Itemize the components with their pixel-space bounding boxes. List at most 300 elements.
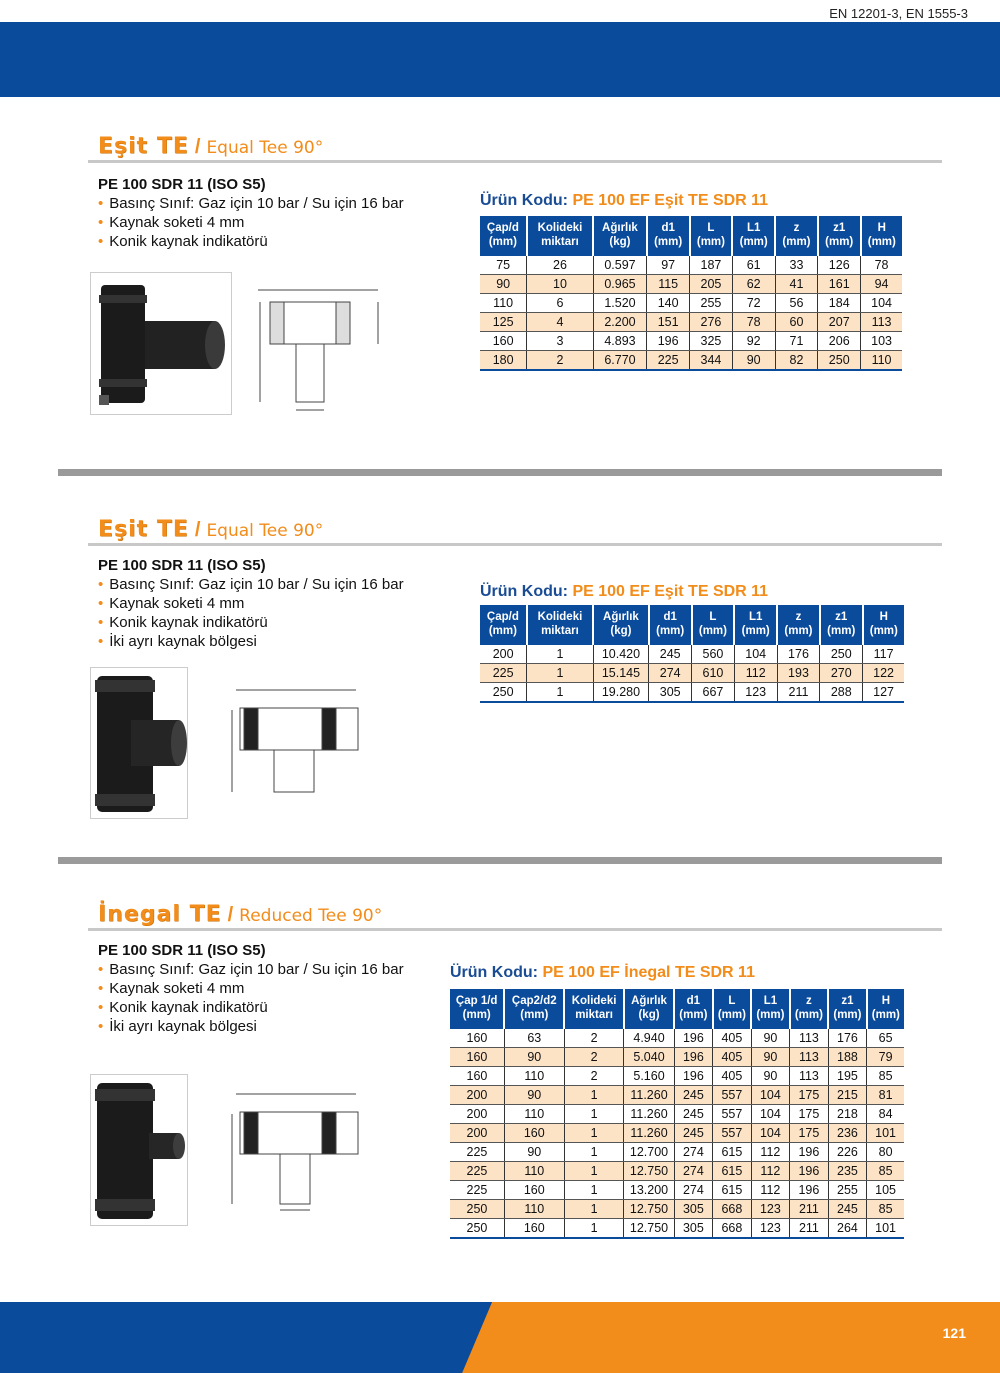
page-number: 121 (942, 1325, 966, 1341)
table-cell: 180 (480, 351, 527, 371)
column-header-line: d1 (686, 995, 701, 1007)
column-header-line: Ağırlık (602, 222, 638, 234)
table-cell: 274 (674, 1162, 713, 1181)
footer-band (0, 1302, 1000, 1373)
table-cell: 104 (751, 1086, 790, 1105)
table-cell: 92 (732, 332, 775, 351)
section-3-rule (88, 928, 942, 931)
spec-bullet: • Konik kaynak indikatörü (98, 998, 404, 1017)
table-header-row (480, 605, 904, 644)
table-cell: 175 (790, 1086, 829, 1105)
table-cell: 101 (867, 1124, 904, 1143)
table-cell: 1 (527, 683, 593, 703)
column-header-line: Kolideki (571, 995, 617, 1007)
table-cell: 160 (450, 1048, 504, 1067)
column-header-line: (mm) (656, 625, 685, 637)
table-cell: 126 (818, 255, 861, 275)
column-header-line: L (707, 222, 715, 234)
table-cell: 13.200 (624, 1181, 674, 1200)
table-cell: 123 (751, 1200, 790, 1219)
table-cell: 90 (504, 1048, 564, 1067)
section-1-rule (88, 160, 942, 163)
table-cell: 11.260 (624, 1105, 674, 1124)
table-cell: 274 (674, 1181, 713, 1200)
column-header (713, 989, 752, 1028)
table-cell: 112 (751, 1181, 790, 1200)
table-cell: 0.965 (593, 275, 647, 294)
section-1-heading (98, 134, 323, 159)
table-cell: 10.420 (593, 644, 649, 664)
column-header-line: (mm) (654, 236, 683, 248)
table-cell: 196 (790, 1143, 829, 1162)
table-cell: 2.200 (593, 313, 647, 332)
table-cell: 110 (504, 1067, 564, 1086)
table-row (450, 1219, 904, 1239)
table-cell: 560 (692, 644, 735, 664)
section-2-specs (98, 556, 404, 651)
section-3-heading (98, 902, 382, 927)
column-header-line: (mm) (462, 1009, 491, 1021)
table-cell: 1 (564, 1124, 624, 1143)
table-cell: 211 (790, 1219, 829, 1239)
table-cell: 557 (713, 1105, 752, 1124)
column-header (527, 216, 593, 255)
table-cell: 1 (564, 1105, 624, 1124)
column-header (564, 989, 624, 1028)
table-cell: 176 (777, 644, 820, 664)
column-header-line: Çap2/d2 (511, 995, 557, 1007)
table-cell: 110 (480, 294, 527, 313)
table-cell: 196 (790, 1162, 829, 1181)
table-cell: 90 (504, 1143, 564, 1162)
table-cell: 0.597 (593, 255, 647, 275)
table-row (480, 351, 902, 371)
column-header-line: (mm) (739, 236, 768, 248)
section-1-title-tr: Eşit TE (98, 134, 189, 159)
table-cell: 1 (564, 1181, 624, 1200)
table-cell: 97 (647, 255, 690, 275)
section-3-product-code (450, 964, 755, 982)
column-header-line: Kolideki (537, 611, 583, 623)
spec-bullet: • Basınç Sınıf: Gaz için 10 bar / Su için 16 bar (98, 194, 404, 213)
table-cell: 110 (504, 1162, 564, 1181)
table-cell: 122 (863, 664, 904, 683)
table-row (450, 1067, 904, 1086)
table-cell: 80 (867, 1143, 904, 1162)
section-1-product-code (480, 192, 768, 210)
table-cell: 90 (480, 275, 527, 294)
table-cell: 33 (775, 255, 818, 275)
table-cell: 205 (690, 275, 733, 294)
table-cell: 305 (674, 1200, 713, 1219)
table-row (450, 1124, 904, 1143)
table-cell: 325 (690, 332, 733, 351)
table-cell: 226 (828, 1143, 867, 1162)
column-header (790, 989, 829, 1028)
table-cell: 90 (732, 351, 775, 371)
table-cell: 117 (863, 644, 904, 664)
table-row (480, 644, 904, 664)
section-3-title-tr: İnegal TE (98, 902, 222, 927)
column-header-line: (mm) (488, 236, 517, 248)
table-cell: 151 (647, 313, 690, 332)
column-header-line: (mm) (867, 236, 896, 248)
table-cell: 113 (790, 1067, 829, 1086)
table-cell: 160 (480, 332, 527, 351)
column-header-line: Çap/d (486, 611, 519, 623)
equal-tee-photo (90, 272, 232, 415)
table-row (450, 1200, 904, 1219)
table-cell: 250 (450, 1200, 504, 1219)
table-cell: 200 (450, 1124, 504, 1143)
section-2-product-code (480, 583, 768, 601)
table-cell: 78 (732, 313, 775, 332)
table-cell: 667 (692, 683, 735, 703)
table-cell: 123 (734, 683, 777, 703)
table-cell: 615 (713, 1143, 752, 1162)
table-cell: 11.260 (624, 1124, 674, 1143)
column-header-line: z1 (841, 995, 854, 1007)
table-cell: 195 (828, 1067, 867, 1086)
table-cell: 175 (790, 1124, 829, 1143)
table-cell: 113 (790, 1028, 829, 1048)
column-header-line: (mm) (756, 1009, 785, 1021)
product-code-value: PE 100 EF Eşit TE SDR 11 (572, 192, 769, 209)
column-header-line: L1 (763, 995, 778, 1007)
table-row (480, 275, 902, 294)
column-header-line: L (709, 611, 717, 623)
table-cell: 104 (751, 1105, 790, 1124)
table-cell: 196 (790, 1181, 829, 1200)
column-header (480, 605, 527, 644)
column-header-line: z (795, 611, 802, 623)
column-header-line: Çap/d (486, 222, 519, 234)
table-cell: 60 (775, 313, 818, 332)
table-cell: 19.280 (593, 683, 649, 703)
column-header-line: z (806, 995, 812, 1007)
table-cell: 245 (649, 644, 692, 664)
table-cell: 207 (818, 313, 861, 332)
table-cell: 211 (790, 1200, 829, 1219)
table-cell: 235 (828, 1162, 867, 1181)
spec-bullet: • Kaynak soketi 4 mm (98, 979, 404, 998)
table-row (480, 255, 902, 275)
table-cell: 196 (674, 1067, 713, 1086)
table-cell: 225 (480, 664, 527, 683)
spec-bullet: • Kaynak soketi 4 mm (98, 213, 404, 232)
column-header (828, 989, 867, 1028)
table-cell: 557 (713, 1124, 752, 1143)
table-cell: 11.260 (624, 1086, 674, 1105)
table-cell: 90 (751, 1028, 790, 1048)
table-cell: 225 (450, 1162, 504, 1181)
column-header-line: (kg) (638, 1009, 660, 1021)
table-cell: 12.750 (624, 1162, 674, 1181)
table-row (480, 664, 904, 683)
table-cell: 12.750 (624, 1219, 674, 1239)
column-header-line: (kg) (610, 625, 632, 637)
section-1-slash: / (194, 136, 201, 158)
column-header-line: H (877, 222, 886, 234)
table-cell: 176 (828, 1028, 867, 1048)
column-header-line: (mm) (679, 1009, 708, 1021)
column-header (734, 605, 777, 644)
column-header-line: (kg) (609, 236, 631, 248)
table-cell: 5.040 (624, 1048, 674, 1067)
table-cell: 264 (828, 1219, 867, 1239)
table-cell: 62 (732, 275, 775, 294)
table-cell: 1 (527, 644, 593, 664)
table-cell: 90 (751, 1048, 790, 1067)
spec-title: PE 100 SDR 11 (ISO S5) (98, 176, 266, 193)
table-cell: 225 (450, 1181, 504, 1200)
section-separator (58, 857, 942, 864)
column-header-line: (mm) (833, 1009, 862, 1021)
table-cell: 196 (674, 1048, 713, 1067)
table-cell: 6.770 (593, 351, 647, 371)
table-cell: 4.893 (593, 332, 647, 351)
table-cell: 115 (647, 275, 690, 294)
column-header-line: miktarı (541, 236, 579, 248)
product-code-label: Ürün Kodu: (480, 192, 568, 209)
column-header-line: z (793, 222, 800, 234)
table-cell: 78 (861, 255, 902, 275)
table-cell: 85 (867, 1162, 904, 1181)
table-cell: 112 (751, 1143, 790, 1162)
column-header-line: z1 (833, 222, 846, 234)
table-row (450, 1105, 904, 1124)
section-separator (58, 469, 942, 476)
table-row (450, 1162, 904, 1181)
column-header-line: (mm) (869, 625, 898, 637)
column-header-line: (mm) (784, 625, 813, 637)
table-cell: 12.700 (624, 1143, 674, 1162)
table-cell: 72 (732, 294, 775, 313)
equal-tee-large-photo (90, 667, 188, 819)
table-cell: 1 (564, 1143, 624, 1162)
table-cell: 15.145 (593, 664, 649, 683)
table-cell: 63 (504, 1028, 564, 1048)
column-header (690, 216, 733, 255)
equal-tee-drawing (248, 272, 393, 417)
column-header (818, 216, 861, 255)
table-cell: 160 (504, 1219, 564, 1239)
table-cell: 1 (564, 1200, 624, 1219)
table-cell: 250 (480, 683, 527, 703)
table-cell: 305 (674, 1219, 713, 1239)
section-3-slash: / (227, 904, 234, 926)
column-header (649, 605, 692, 644)
table-cell: 4.940 (624, 1028, 674, 1048)
column-header (624, 989, 674, 1028)
table-cell: 668 (713, 1219, 752, 1239)
table-cell: 85 (867, 1067, 904, 1086)
table-cell: 344 (690, 351, 733, 371)
table-cell: 193 (777, 664, 820, 683)
table-cell: 255 (828, 1181, 867, 1200)
table-cell: 245 (674, 1086, 713, 1105)
column-header (593, 216, 647, 255)
column-header (450, 989, 504, 1028)
table-cell: 288 (820, 683, 863, 703)
table-cell: 225 (647, 351, 690, 371)
column-header (751, 989, 790, 1028)
column-header (593, 605, 649, 644)
column-header-line: H (881, 995, 890, 1007)
product-code-label: Ürün Kodu: (480, 583, 568, 600)
table-cell: 245 (828, 1200, 867, 1219)
table-cell: 105 (867, 1181, 904, 1200)
section-2-table (480, 605, 904, 703)
section-2-title-en: Equal Tee 90° (206, 521, 324, 541)
table-cell: 104 (861, 294, 902, 313)
column-header-line: (mm) (717, 1009, 746, 1021)
table-row (450, 1048, 904, 1067)
table-cell: 200 (450, 1105, 504, 1124)
table-cell: 200 (480, 644, 527, 664)
table-cell: 101 (867, 1219, 904, 1239)
table-header-row (480, 216, 902, 255)
table-cell: 94 (861, 275, 902, 294)
spec-bullet: • Konik kaynak indikatörü (98, 613, 404, 632)
column-header-line: (mm) (825, 236, 854, 248)
table-cell: 4 (527, 313, 593, 332)
spec-bullet: • Kaynak soketi 4 mm (98, 594, 404, 613)
column-header (480, 216, 527, 255)
table-cell: 200 (450, 1086, 504, 1105)
column-header-line: d1 (661, 222, 675, 234)
table-cell: 188 (828, 1048, 867, 1067)
column-header-line: L1 (749, 611, 763, 623)
section-2-rule (88, 543, 942, 546)
reduced-tee-photo (90, 1074, 188, 1226)
section-3-title-en: Reduced Tee 90° (239, 906, 383, 926)
table-cell: 160 (450, 1067, 504, 1086)
table-cell: 405 (713, 1048, 752, 1067)
product-code-value: PE 100 EF Eşit TE SDR 11 (572, 583, 769, 600)
column-header-line: H (879, 611, 888, 623)
table-cell: 110 (504, 1105, 564, 1124)
table-cell: 184 (818, 294, 861, 313)
column-header-line: Ağırlık (603, 611, 639, 623)
table-cell: 187 (690, 255, 733, 275)
table-cell: 113 (790, 1048, 829, 1067)
table-cell: 1 (564, 1219, 624, 1239)
table-cell: 610 (692, 664, 735, 683)
table-cell: 218 (828, 1105, 867, 1124)
table-cell: 140 (647, 294, 690, 313)
table-row (450, 1028, 904, 1048)
column-header-line: miktarı (575, 1009, 613, 1021)
table-cell: 1 (564, 1086, 624, 1105)
table-cell: 5.160 (624, 1067, 674, 1086)
column-header-line: miktarı (541, 625, 579, 637)
section-2-heading (98, 517, 323, 542)
spec-bullet: • Basınç Sınıf: Gaz için 10 bar / Su için 16 bar (98, 575, 404, 594)
column-header (504, 989, 564, 1028)
table-cell: 79 (867, 1048, 904, 1067)
section-1-specs (98, 175, 404, 251)
table-row (450, 1143, 904, 1162)
column-header (775, 216, 818, 255)
spec-bullet: • İki ayrı kaynak bölgesi (98, 632, 404, 651)
table-cell: 90 (504, 1086, 564, 1105)
column-header-line: (mm) (794, 1009, 823, 1021)
table-row (450, 1181, 904, 1200)
table-cell: 103 (861, 332, 902, 351)
column-header-line: (mm) (696, 236, 725, 248)
table-cell: 2 (564, 1048, 624, 1067)
table-header-row (450, 989, 904, 1028)
table-cell: 112 (734, 664, 777, 683)
spec-title: PE 100 SDR 11 (ISO S5) (98, 942, 266, 959)
table-cell: 127 (863, 683, 904, 703)
column-header-line: L1 (746, 222, 761, 234)
column-header-line: L (728, 995, 736, 1007)
top-banner (0, 22, 1000, 97)
section-1-title-en: Equal Tee 90° (206, 138, 324, 158)
table-cell: 250 (450, 1219, 504, 1239)
table-cell: 6 (527, 294, 593, 313)
table-cell: 123 (751, 1219, 790, 1239)
section-3-table (450, 989, 904, 1239)
table-cell: 1 (564, 1162, 624, 1181)
table-cell: 75 (480, 255, 527, 275)
table-cell: 113 (861, 313, 902, 332)
column-header (863, 605, 904, 644)
column-header (732, 216, 775, 255)
table-cell: 12.750 (624, 1200, 674, 1219)
table-cell: 250 (818, 351, 861, 371)
table-cell: 196 (674, 1028, 713, 1048)
table-cell: 160 (450, 1028, 504, 1048)
table-cell: 112 (751, 1162, 790, 1181)
table-cell: 557 (713, 1086, 752, 1105)
table-cell: 81 (867, 1086, 904, 1105)
column-header-line: (mm) (827, 625, 856, 637)
column-header-line: d1 (663, 611, 677, 623)
table-cell: 175 (790, 1105, 829, 1124)
table-cell: 250 (820, 644, 863, 664)
column-header (777, 605, 820, 644)
column-header (647, 216, 690, 255)
reduced-tee-drawing (226, 1082, 371, 1217)
table-cell: 245 (674, 1105, 713, 1124)
table-cell: 276 (690, 313, 733, 332)
column-header (820, 605, 863, 644)
spec-bullet: • Basınç Sınıf: Gaz için 10 bar / Su için 16 bar (98, 960, 404, 979)
table-cell: 2 (564, 1067, 624, 1086)
equal-tee-large-drawing (226, 680, 371, 800)
table-cell: 125 (480, 313, 527, 332)
table-cell: 1.520 (593, 294, 647, 313)
column-header-line: (mm) (741, 625, 770, 637)
column-header (861, 216, 902, 255)
column-header-line: Çap 1/d (455, 995, 498, 1007)
table-row (480, 294, 902, 313)
table-cell: 236 (828, 1124, 867, 1143)
table-cell: 71 (775, 332, 818, 351)
section-3-specs (98, 941, 404, 1036)
table-cell: 85 (867, 1200, 904, 1219)
table-cell: 255 (690, 294, 733, 313)
table-cell: 90 (751, 1067, 790, 1086)
table-cell: 2 (527, 351, 593, 371)
table-cell: 104 (734, 644, 777, 664)
table-cell: 215 (828, 1086, 867, 1105)
table-cell: 1 (527, 664, 593, 683)
column-header (527, 605, 593, 644)
